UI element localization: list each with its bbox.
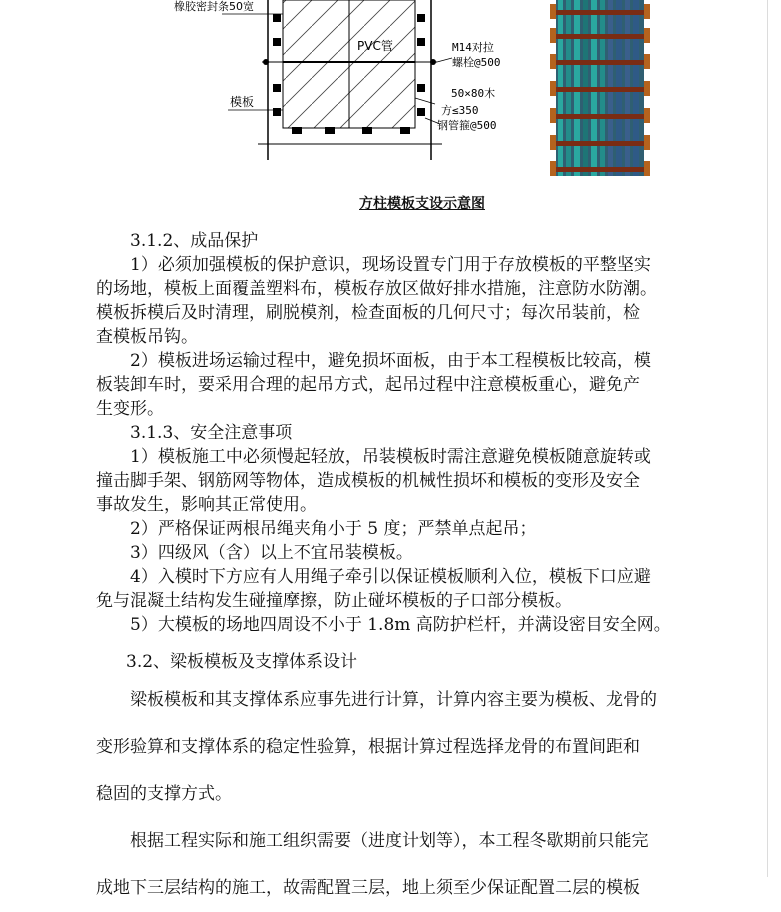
paragraph-line: 的场地，模板上面覆盖塑料布，模板存放区做好排水措施，注意防水防潮。 — [96, 279, 657, 299]
paragraph-line: 模板拆模后及时清理，刷脱模剂，检查面板的几何尺寸；每次吊装前，检 — [96, 303, 640, 323]
paragraph-line: 稳固的支撑方式。 — [96, 784, 232, 804]
paragraph-line: 3）四级风（含）以上不宜吊装模板。 — [130, 543, 413, 563]
label-pvc-pipe: PVC管 — [357, 39, 393, 53]
paragraph-line: 成地下三层结构的施工，故需配置三层，地上须至少保证配置二层的模板 — [96, 878, 640, 898]
paragraph-line: 2）严格保证两根吊绳夹角小于 5 度；严禁单点起吊； — [130, 519, 537, 539]
section-heading: 3.2、梁板模板及支撑体系设计 — [126, 652, 358, 672]
paragraph-line: 生变形。 — [96, 399, 164, 419]
label-tie-bolt-line1: M14对拉 — [452, 41, 494, 54]
label-steel-hoop: 钢管箍@500 — [437, 119, 497, 132]
paragraph-line: 事故发生，影响其正常使用。 — [96, 495, 317, 515]
section-heading: 3.1.3、安全注意事项 — [130, 423, 293, 443]
paragraph-line: 变形验算和支撑体系的稳定性验算，根据计算过程选择龙骨的布置间距和 — [96, 737, 640, 757]
label-timber-line1: 50×80木 — [451, 87, 496, 100]
paragraph-line: 撞击脚手架、钢筋网等物体，造成模板的机械性损坏和模板的变形及安全 — [96, 471, 640, 491]
column-formwork-figure — [0, 0, 781, 192]
paragraph-line: 梁板模板和其支撑体系应事先进行计算，计算内容主要为模板、龙骨的 — [130, 690, 657, 710]
column-3d-rendering — [550, 0, 650, 176]
label-seal-strip: 橡胶密封条50宽 — [174, 0, 254, 13]
paragraph-line: 板装卸车时，要采用合理的起吊方式，起吊过程中注意模板重心，避免产 — [96, 375, 640, 395]
section-drawing — [174, 0, 501, 160]
label-timber-line2: 方≤350 — [441, 104, 479, 117]
paragraph-line: 免与混凝土结构发生碰撞摩擦，防止碰坏模板的子口部分模板。 — [96, 591, 572, 611]
paragraph-line: 4）入模时下方应有人用绳子牵引以保证模板顺利入位，模板下口应避 — [130, 567, 651, 587]
label-formwork: 模板 — [230, 95, 255, 109]
paragraph-line: 1）必须加强模板的保护意识，现场设置专门用于存放模板的平整坚实 — [130, 255, 651, 275]
paragraph-line: 根据工程实际和施工组织需要（进度计划等），本工程冬歇期前只能完 — [130, 831, 649, 851]
paragraph-line: 5）大模板的场地四周设不小于 1.8m 高防护栏杆，并满设密目安全网。 — [130, 615, 671, 635]
section-3-2 — [96, 650, 700, 674]
paragraph-line: 2）模板进场运输过程中，避免损坏面板，由于本工程模板比较高，模 — [130, 351, 651, 371]
figure-caption: 方柱模板支设示意图 — [359, 196, 485, 212]
section-3-1-2 — [96, 229, 700, 421]
section-heading: 3.1.2、成品保护 — [130, 231, 259, 251]
paragraph-line: 1）模板施工中必须慢起轻放，吊装模板时需注意避免模板随意旋转或 — [130, 447, 651, 467]
section-3-1-3 — [96, 421, 700, 637]
paragraph-line: 查模板吊钩。 — [96, 327, 198, 347]
label-tie-bolt-line2: 螺栓@500 — [452, 56, 501, 69]
